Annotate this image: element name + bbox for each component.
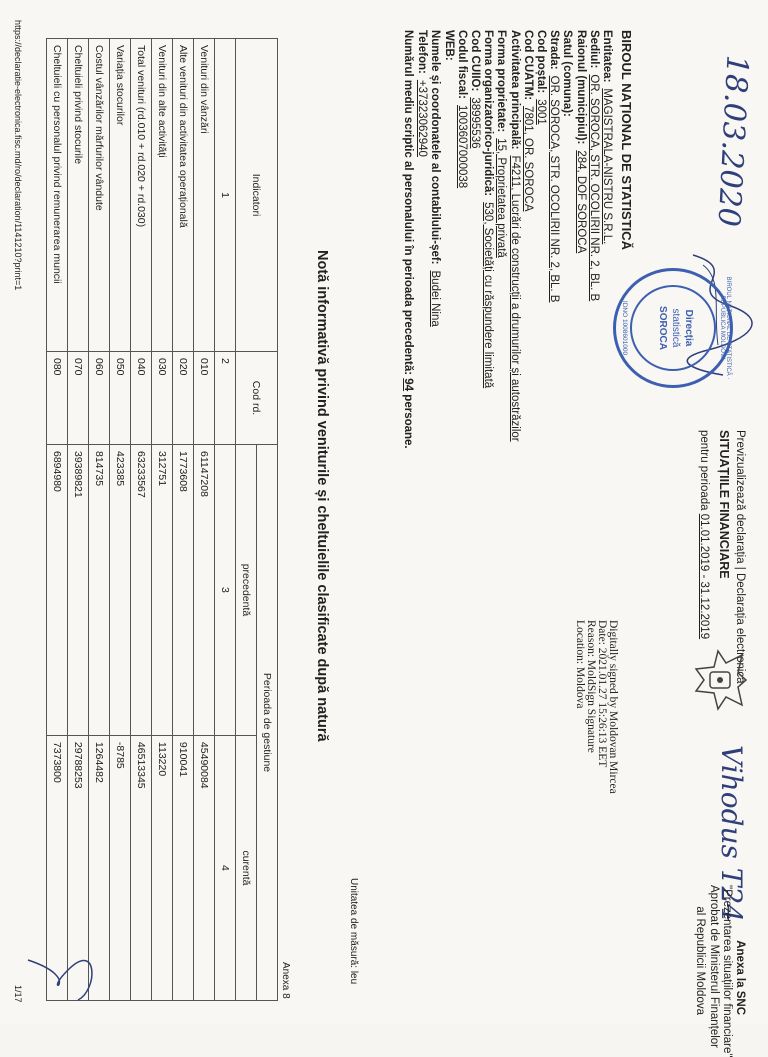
coat-of-arms-icon	[688, 645, 750, 715]
cell-label: Cheltuieli cu personalul privind remunerarea muncii	[47, 39, 68, 352]
cell-curr: 910041	[173, 735, 194, 1000]
entity-field-label: Numele și coordonatele al contabilului-șef:	[429, 30, 442, 265]
entity-field-row	[507, 30, 520, 442]
avg-staff-suffix: persoane.	[402, 394, 414, 449]
cell-prev: 61147208	[194, 445, 215, 736]
footer-url[interactable]: https://declaratie-electronica.fisc.md/ro/declaration/1141210?print=1	[13, 20, 23, 291]
table-row	[152, 39, 173, 1001]
entity-field-value: 530, Societăți cu răspundere limitată	[482, 202, 495, 389]
cell-curr: -8785	[110, 735, 131, 1000]
sig-line2: Date: 2021.01.27 15:26:13 EET	[596, 620, 608, 768]
table-row	[173, 39, 194, 1001]
handwritten-date: 18.03.2020	[710, 54, 755, 228]
cell-prev: 39389821	[68, 445, 89, 736]
entity-field-value: MAGISTRALA-NISTRU S.R.L.	[601, 88, 613, 245]
cell-code: 020	[173, 352, 194, 445]
col-num: 4	[215, 735, 236, 1000]
sig-line4: Location: Moldova	[574, 620, 586, 709]
cell-code: 010	[194, 352, 215, 445]
col-num: 1	[215, 39, 236, 352]
cell-prev: 6894980	[47, 445, 68, 736]
stamp-outer-text: BIROUL NAȚIONAL DE STATISTICĂ · REPUBLICA MOLDOVA	[719, 276, 731, 380]
entity-field-value: OR. SOROCA, STR. OCOLIRII NR. 2, BL. B	[587, 74, 600, 302]
entity-field-label: Cod CUIIO:	[468, 30, 481, 92]
header-period: Perioada de gestiune	[257, 445, 278, 1001]
cell-code: 040	[131, 352, 152, 445]
unit-label: Unitatea de măsură: leu	[348, 878, 359, 985]
signature-scribble-bottom	[18, 950, 108, 1010]
cell-label: Cheltuieli privind stocurile	[68, 39, 89, 352]
entity-field-value: 284, DOF SOROCA	[574, 150, 587, 254]
cell-label: Alte venituri din activitatea operațională	[173, 39, 194, 352]
cell-curr: 7373800	[47, 735, 68, 1000]
handwritten-note: Vihodus T24	[715, 745, 748, 923]
cell-prev: 814735	[89, 445, 110, 736]
table-row	[194, 39, 215, 1001]
entity-field-label: Strada:	[548, 30, 561, 70]
entity-field-row	[600, 30, 613, 442]
col-num: 3	[215, 445, 236, 736]
col-num: 2	[215, 352, 236, 445]
entity-field-label: Entitatea:	[601, 30, 613, 83]
entity-field-row	[534, 30, 547, 442]
entity-field-value: 15, Proprietatea privată	[495, 138, 508, 258]
stamp-line1: Direcția	[683, 309, 694, 347]
entity-field-row	[428, 30, 441, 442]
cell-prev: 63233567	[131, 445, 152, 736]
header-code: Cod rd.	[236, 352, 278, 445]
cell-curr: 45490084	[194, 735, 215, 1000]
entity-field-label: Raionul (municipiul):	[574, 30, 587, 145]
table-row	[68, 39, 89, 1001]
annex-number: Anexa 8	[280, 962, 291, 999]
entity-field-label: Forma organizatorico-juridică:	[482, 30, 495, 197]
entity-field-row	[441, 30, 454, 442]
annex-line3: Aprobat de Ministerul Finanțelor	[707, 885, 720, 1048]
footer-page: 1/17	[13, 985, 23, 1003]
cell-prev: 423385	[110, 445, 131, 736]
entity-field-row	[547, 30, 560, 442]
entity-field-label: Codul fiscal:	[455, 30, 468, 100]
avg-staff-label: Numărul mediu scriptic al personalului în perioada precedentă:	[402, 30, 414, 376]
entity-field-label: Forma proprietate:	[495, 30, 508, 133]
entity-field-row	[468, 30, 481, 442]
entity-field-row	[481, 30, 494, 442]
cell-code: 030	[152, 352, 173, 445]
annex-block	[693, 885, 746, 1057]
entity-field-label: WEB:	[442, 30, 455, 61]
stamp-line2: statistică	[670, 308, 681, 348]
cell-prev: 1773608	[173, 445, 194, 736]
cell-code: 080	[47, 352, 68, 445]
avg-staff-line	[401, 30, 414, 449]
income-expense-table	[46, 38, 278, 1001]
cell-curr: 29788253	[68, 735, 89, 1000]
header-indicator: Indicatori	[236, 39, 278, 352]
table-row	[110, 39, 131, 1001]
cell-label: Costul vânzărilor mărfurilor vândute	[89, 39, 110, 352]
entity-field-row	[573, 30, 586, 442]
header-curr: curentă	[236, 735, 257, 1000]
avg-staff-value: 94	[402, 378, 414, 392]
cell-code: 060	[89, 352, 110, 445]
stamp-line3: SOROCA	[657, 306, 668, 350]
entity-field-row	[415, 30, 428, 442]
entity-field-value: Budei Nina	[429, 270, 442, 327]
cell-label: Total venituri (rd.010 + rd.020 + rd.030)	[131, 39, 152, 352]
cell-curr: 1264482	[89, 735, 110, 1000]
table-row	[47, 39, 68, 1001]
entity-field-row	[560, 30, 573, 442]
entity-field-label: Telefon:	[416, 30, 429, 74]
period-label: pentru perioada	[698, 430, 710, 511]
entity-field-row	[521, 30, 534, 442]
annex-line4: al Republicii Moldova	[694, 906, 707, 1015]
period-line	[697, 430, 710, 639]
official-stamp	[613, 268, 733, 388]
entity-fields	[415, 30, 613, 442]
bureau-name: BIROUL NAȚIONAL DE STATISTICĂ	[619, 30, 634, 251]
entity-field-value: OR. SOROCA, STR. OCOLIRII NR. 2, BL. B	[548, 75, 561, 303]
table-row	[131, 39, 152, 1001]
cell-code: 070	[68, 352, 89, 445]
entity-field-value: 1003607000038	[455, 105, 468, 189]
entity-field-row	[494, 30, 507, 442]
doc-title: SITUAȚIILE FINANCIARE	[717, 430, 731, 579]
cell-code: 050	[110, 352, 131, 445]
cell-curr: 113220	[152, 735, 173, 1000]
entity-field-label: Cod poștal:	[534, 30, 547, 94]
period-value: 01.01.2019 - 31.12.2019	[698, 513, 710, 640]
entity-field-label: Sediul:	[587, 30, 600, 69]
entity-field-value: 3001	[534, 99, 547, 125]
sig-line1: Digitally signed by Moldovan Mircea	[607, 620, 619, 794]
annex-line2: "Prezentarea situațiilor financiare"	[720, 885, 733, 1057]
cell-label: Venituri din vânzări	[194, 39, 215, 352]
stamp-idno: IDNO 1008601000	[621, 300, 628, 356]
entity-field-row	[587, 30, 600, 442]
header-prev: precedentă	[236, 445, 257, 736]
entity-field-row	[455, 30, 468, 442]
report-title: Notă informativă privind veniturile și cheltuielile clasificate după natură	[314, 250, 330, 742]
entity-field-value: F4211, Lucrări de construcții a drumurilor și autostrăzilor	[508, 155, 521, 442]
entity-field-label: Activitatea principală:	[508, 30, 521, 150]
entity-field-value: 7801, OR. SOROCA	[521, 106, 534, 212]
cell-label: Venituri din alte activități	[152, 39, 173, 352]
entity-field-label: Cod CUATM:	[521, 30, 534, 101]
cell-prev: 312751	[152, 445, 173, 736]
entity-field-value: 38995536	[468, 97, 481, 149]
cell-curr: 46513345	[131, 735, 152, 1000]
sig-line3: Reason: MoldSign Signature	[585, 620, 597, 753]
preview-line: Previzualizează declarația | Declarația electronica	[734, 430, 746, 684]
entity-field-label: Satul (comuna):	[561, 30, 574, 117]
annex-title: Anexa la SNC	[734, 940, 746, 1015]
entity-field-value: +37323062940	[416, 79, 429, 157]
table-row	[89, 39, 110, 1001]
cell-label: Variația stocurilor	[110, 39, 131, 352]
digital-signature	[574, 620, 618, 794]
